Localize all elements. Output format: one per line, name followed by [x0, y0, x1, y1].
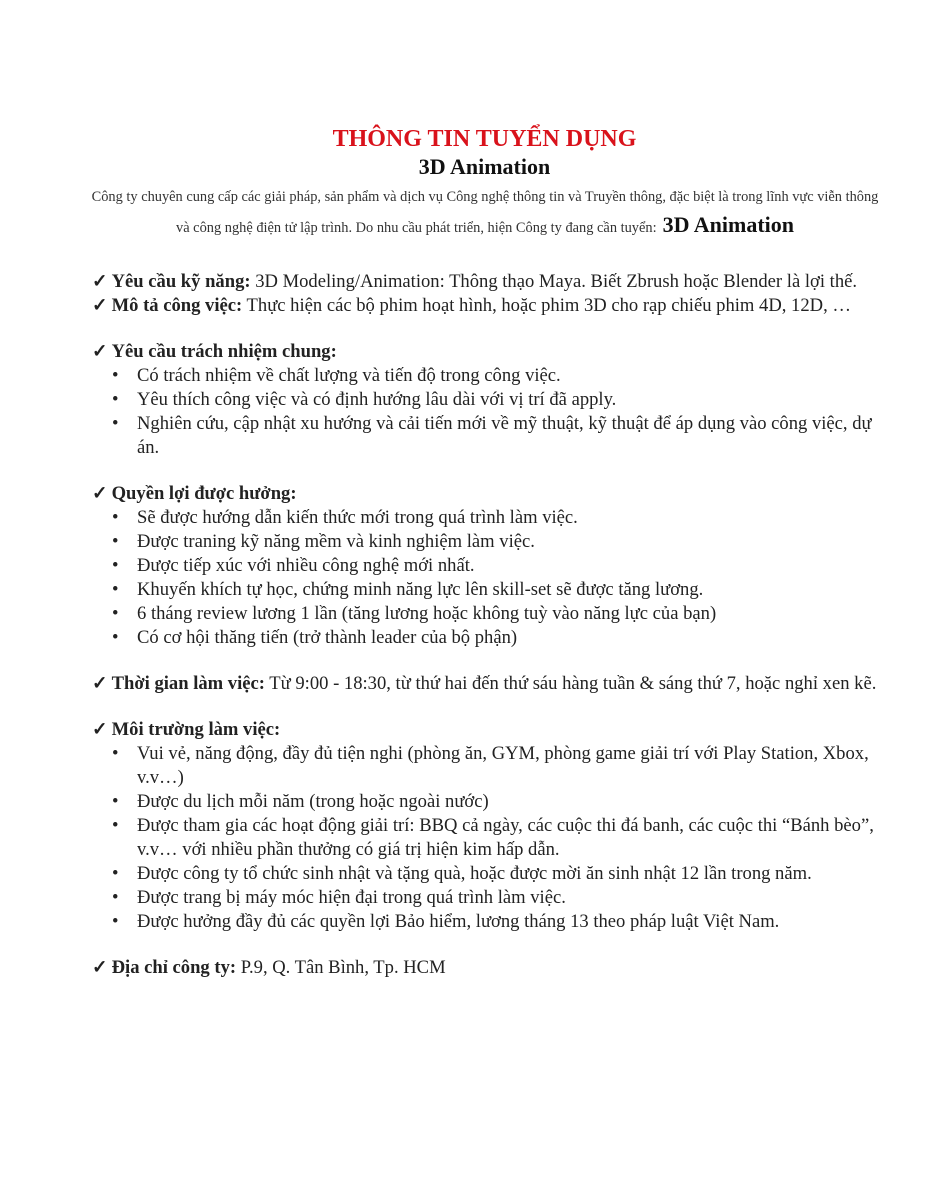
- bullet-icon: •: [112, 579, 119, 600]
- page-subtitle: 3D Animation: [418, 154, 551, 179]
- list-item-text: Vui vẻ, năng động, đầy đủ tiện nghi (phòng ăn, GYM, phòng game giải trí với Play Station, Xbox, v.v…): [137, 743, 869, 788]
- list-item-text: Được trang bị máy móc hiện đại trong quá trình làm việc.: [137, 887, 566, 908]
- skills-label: Yêu cầu kỹ năng:: [111, 271, 251, 292]
- job-content: [92, 270, 877, 980]
- list-item-text: Được tham gia các hoạt động giải trí: BBQ cả ngày, các cuộc thi đá banh, các cuộc thi “Bánh bèo”, v.v… với nhiều phần thưởng có giá trị hiện kim hấp dẫn.: [137, 815, 874, 860]
- list-item: [92, 910, 877, 934]
- working-time-label: Thời gian làm việc:: [111, 673, 265, 694]
- page-title: THÔNG TIN TUYỂN DỤNG: [332, 126, 637, 152]
- list-item: [92, 506, 877, 530]
- intro-paragraph: [90, 184, 880, 242]
- responsibilities-heading: [92, 340, 877, 364]
- responsibilities-label: Yêu cầu trách nhiệm chung:: [111, 341, 337, 362]
- benefits-list: [92, 506, 877, 650]
- check-icon: ✓: [92, 957, 108, 978]
- list-item-text: Được traning kỹ năng mềm và kinh nghiệm làm việc.: [137, 531, 535, 552]
- list-item-text: Nghiên cứu, cập nhật xu hướng và cải tiến mới về mỹ thuật, kỹ thuật để áp dụng vào công việc, dự án.: [137, 413, 872, 458]
- list-item-text: Sẽ được hướng dẫn kiến thức mới trong quá trình làm việc.: [137, 507, 578, 528]
- skills-text: 3D Modeling/Animation: Thông thạo Maya. Biết Zbrush hoặc Blender là lợi thế.: [255, 271, 858, 292]
- bullet-icon: •: [112, 887, 119, 908]
- benefits-label: Quyền lợi được hưởng:: [111, 483, 297, 504]
- list-item-text: Được tiếp xúc với nhiều công nghệ mới nhất.: [137, 555, 475, 576]
- environment-heading: [92, 718, 877, 742]
- list-item-text: Yêu thích công việc và có định hướng lâu dài với vị trí đã apply.: [137, 389, 617, 410]
- list-item-text: Được công ty tổ chức sinh nhật và tặng quà, hoặc được mời ăn sinh nhật 12 lần trong năm.: [137, 863, 812, 884]
- bullet-icon: •: [112, 413, 119, 434]
- check-icon: ✓: [92, 341, 108, 362]
- skills-section: [92, 270, 877, 294]
- check-icon: ✓: [92, 271, 108, 292]
- bullet-icon: •: [112, 863, 119, 884]
- intro-text: Công ty chuyên cung cấp các giải pháp, sản phẩm và dịch vụ Công nghệ thông tin và Truyền thông, đặc biệt là trong lĩnh vực viễn thông và công nghệ điện tử lập trình. Do nhu cầu phát triển, hiện Công ty đang cần tuyển:: [91, 189, 879, 236]
- list-item: [92, 626, 877, 650]
- working-time-section: [92, 672, 877, 696]
- list-item-text: 6 tháng review lương 1 lần (tăng lương hoặc không tuỳ vào năng lực của bạn): [137, 603, 717, 624]
- check-icon: ✓: [92, 483, 108, 504]
- list-item: [92, 554, 877, 578]
- working-time-text: Từ 9:00 - 18:30, từ thứ hai đến thứ sáu hàng tuần & sáng thứ 7, hoặc nghỉ xen kẽ.: [269, 673, 877, 694]
- bullet-icon: •: [112, 365, 119, 386]
- benefits-heading: [92, 482, 877, 506]
- bullet-icon: •: [112, 743, 119, 764]
- bullet-icon: •: [112, 791, 119, 812]
- list-item-text: Được hưởng đầy đủ các quyền lợi Bảo hiểm, lương tháng 13 theo pháp luật Việt Nam.: [137, 911, 780, 932]
- check-icon: ✓: [92, 719, 108, 740]
- responsibilities-list: [92, 364, 877, 460]
- bullet-icon: •: [112, 603, 119, 624]
- bullet-icon: •: [112, 627, 119, 648]
- list-item: [92, 412, 877, 460]
- bullet-icon: •: [112, 531, 119, 552]
- list-item: [92, 530, 877, 554]
- list-item: [92, 578, 877, 602]
- bullet-icon: •: [112, 911, 119, 932]
- list-item: [92, 364, 877, 388]
- address-section: [92, 956, 877, 980]
- address-text: P.9, Q. Tân Bình, Tp. HCM: [240, 957, 446, 978]
- list-item: [92, 388, 877, 412]
- job-desc-label: Mô tả công việc:: [111, 295, 243, 316]
- bullet-icon: •: [112, 815, 119, 836]
- list-item: [92, 602, 877, 626]
- environment-label: Môi trường làm việc:: [111, 719, 281, 740]
- intro-position: 3D Animation: [662, 212, 794, 237]
- list-item-text: Được du lịch mỗi năm (trong hoặc ngoài nước): [137, 791, 489, 812]
- bullet-icon: •: [112, 555, 119, 576]
- list-item-text: Có trách nhiệm về chất lượng và tiến độ trong công việc.: [137, 365, 561, 386]
- list-item: [92, 790, 877, 814]
- bullet-icon: •: [112, 507, 119, 528]
- bullet-icon: •: [112, 389, 119, 410]
- list-item: [92, 742, 877, 790]
- address-label: Địa chỉ công ty:: [111, 957, 237, 978]
- list-item: [92, 862, 877, 886]
- list-item-text: Có cơ hội thăng tiến (trở thành leader của bộ phận): [137, 627, 518, 648]
- environment-list: [92, 742, 877, 934]
- check-icon: ✓: [92, 673, 108, 694]
- job-desc-text: Thực hiện các bộ phim hoạt hình, hoặc phim 3D cho rạp chiếu phim 4D, 12D, …: [246, 295, 851, 316]
- job-desc-section: [92, 294, 877, 318]
- list-item: [92, 814, 877, 862]
- list-item: [92, 886, 877, 910]
- list-item-text: Khuyến khích tự học, chứng minh năng lực lên skill-set sẽ được tăng lương.: [137, 579, 704, 600]
- check-icon: ✓: [92, 295, 108, 316]
